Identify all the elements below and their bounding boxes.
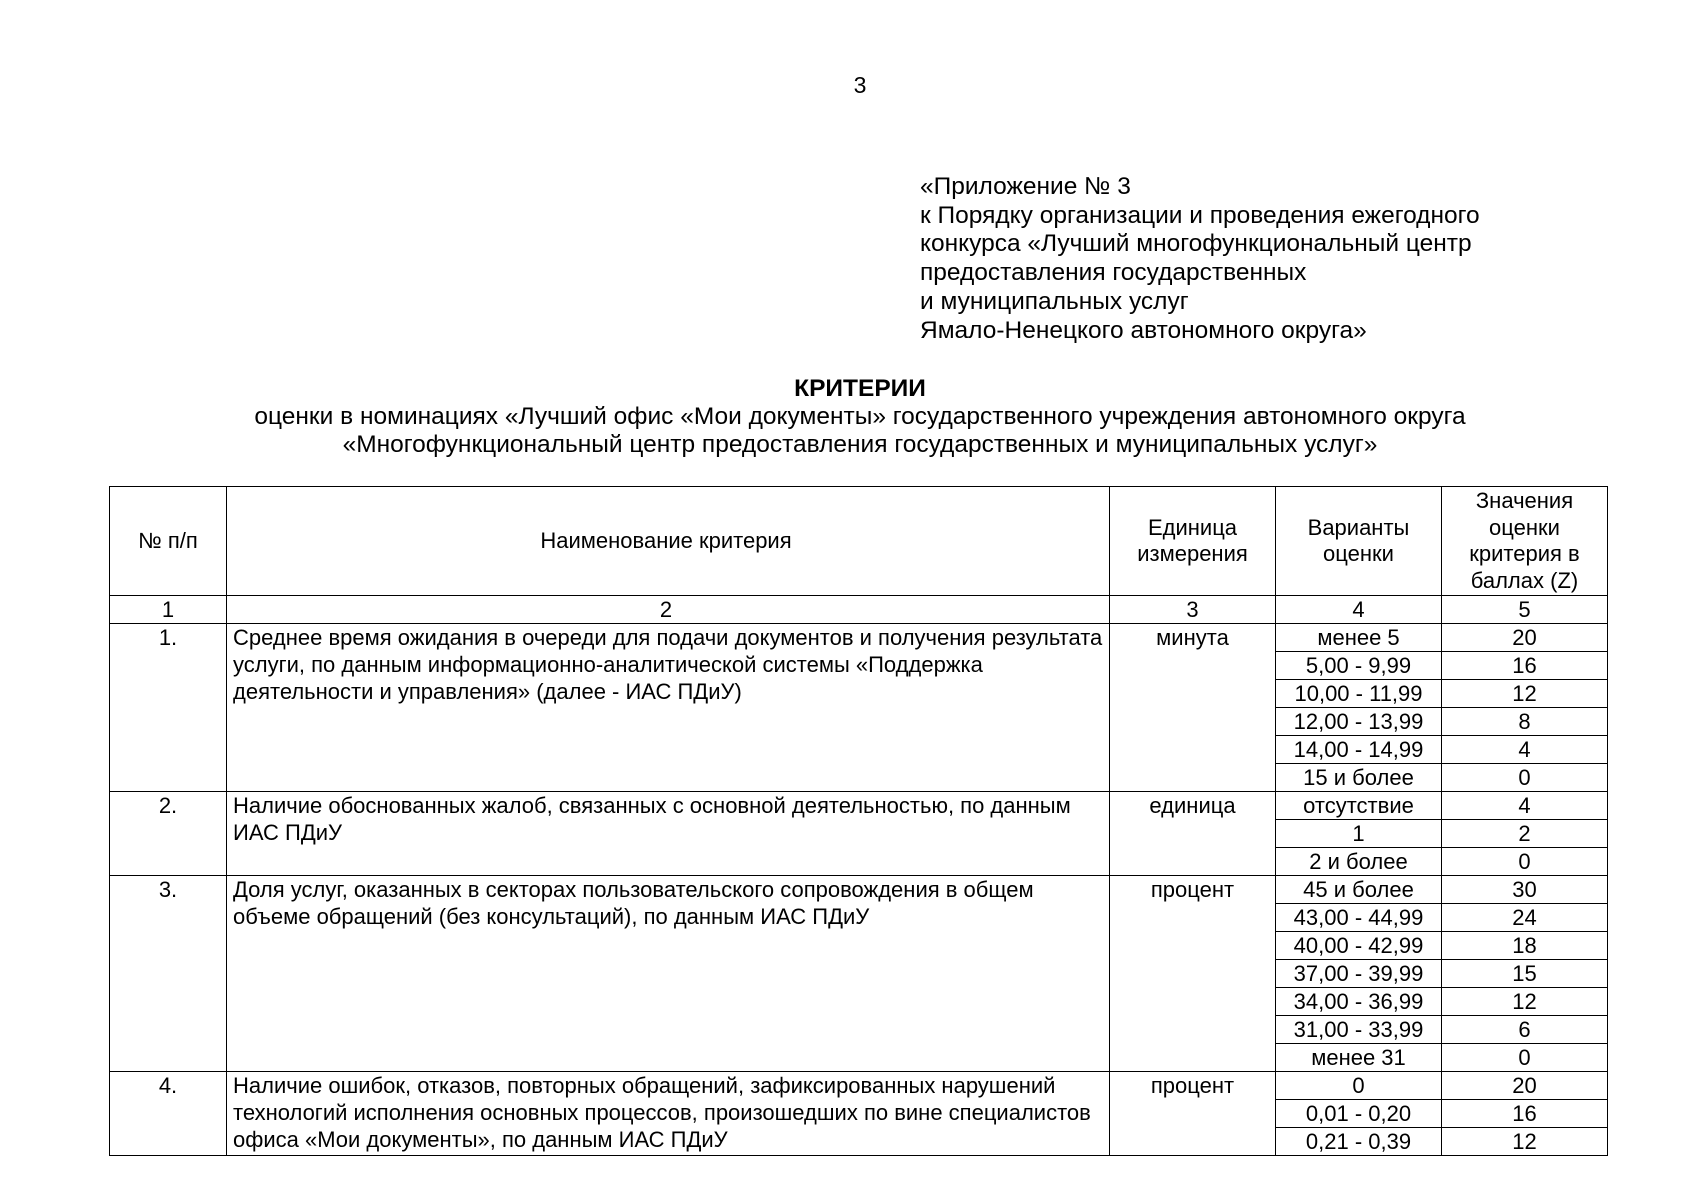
score-value: 0 xyxy=(1442,764,1608,792)
appendix-line: «Приложение № 3 xyxy=(920,173,1131,200)
evaluation-variant: 43,00 - 44,99 xyxy=(1276,904,1442,932)
score-value: 30 xyxy=(1442,876,1608,904)
criterion-number: 1. xyxy=(110,624,227,792)
score-value: 12 xyxy=(1442,1128,1608,1156)
criterion-unit: единица xyxy=(1110,792,1276,876)
appendix-line: Ямало-Ненецкого автономного округа» xyxy=(920,316,1367,344)
criteria-table xyxy=(109,486,1608,1156)
evaluation-variant: 0 xyxy=(1276,1072,1442,1100)
score-value: 0 xyxy=(1442,848,1608,876)
criterion-number: 2. xyxy=(110,792,227,876)
page-number: 3 xyxy=(853,72,867,98)
evaluation-variant: 5,00 - 9,99 xyxy=(1276,652,1442,680)
document-title: КРИТЕРИИ xyxy=(794,375,926,402)
score-value: 16 xyxy=(1442,652,1608,680)
score-value: 15 xyxy=(1442,960,1608,988)
appendix-line: и муниципальных услуг xyxy=(920,287,1189,315)
criterion-name: Среднее время ожидания в очереди для подачи документов и получения результата услуги, по данным информационно-аналитической системы «Поддержка деятельности и управления» (далее - ИАС ПДиУ) xyxy=(227,624,1110,792)
evaluation-variant: 14,00 - 14,99 xyxy=(1276,736,1442,764)
score-value: 2 xyxy=(1442,820,1608,848)
score-value: 4 xyxy=(1442,736,1608,764)
table-header-row xyxy=(110,487,1608,596)
appendix-line: конкурса «Лучший многофункциональный центр xyxy=(920,230,1472,258)
column-number: 2 xyxy=(227,596,1110,624)
header-number: № п/п xyxy=(110,487,227,596)
score-value: 18 xyxy=(1442,932,1608,960)
evaluation-variant: менее 5 xyxy=(1276,624,1442,652)
column-numbers-row xyxy=(110,596,1608,624)
score-value: 12 xyxy=(1442,680,1608,708)
subtitle-line: оценки в номинациях «Лучший офис «Мои документы» государственного учреждения автономного округа xyxy=(254,403,1466,430)
score-value: 8 xyxy=(1442,708,1608,736)
score-value: 20 xyxy=(1442,1072,1608,1100)
header-score: Значения оценки критерия в баллах (Z) xyxy=(1442,487,1608,596)
criterion-name: Доля услуг, оказанных в секторах пользовательского сопровождения в общем объеме обращений (без консультаций), по данным ИАС ПДиУ xyxy=(227,876,1110,1072)
evaluation-variant: 34,00 - 36,99 xyxy=(1276,988,1442,1016)
evaluation-variant: 40,00 - 42,99 xyxy=(1276,932,1442,960)
evaluation-variant: 2 и более xyxy=(1276,848,1442,876)
evaluation-variant: отсутствие xyxy=(1276,792,1442,820)
column-number: 5 xyxy=(1442,596,1608,624)
header-variants: Варианты оценки xyxy=(1276,487,1442,596)
score-value: 24 xyxy=(1442,904,1608,932)
column-number: 1 xyxy=(110,596,227,624)
evaluation-variant: 31,00 - 33,99 xyxy=(1276,1016,1442,1044)
table-row xyxy=(110,792,1608,820)
criterion-unit: процент xyxy=(1110,1072,1276,1156)
evaluation-variant: 45 и более xyxy=(1276,876,1442,904)
evaluation-variant: 10,00 - 11,99 xyxy=(1276,680,1442,708)
table-row xyxy=(110,624,1608,652)
document-subtitle xyxy=(0,403,1697,459)
column-number: 3 xyxy=(1110,596,1276,624)
score-value: 0 xyxy=(1442,1044,1608,1072)
appendix-note xyxy=(920,173,1480,345)
criterion-number: 4. xyxy=(110,1072,227,1156)
criterion-unit: процент xyxy=(1110,876,1276,1072)
score-value: 12 xyxy=(1442,988,1608,1016)
appendix-line: к Порядку организации и проведения ежегодного xyxy=(920,201,1480,229)
subtitle-line: «Многофункциональный центр предоставления государственных и муниципальных услуг» xyxy=(342,431,1378,458)
evaluation-variant: 15 и более xyxy=(1276,764,1442,792)
evaluation-variant: 0,01 - 0,20 xyxy=(1276,1100,1442,1128)
evaluation-variant: 37,00 - 39,99 xyxy=(1276,960,1442,988)
table-row xyxy=(110,876,1608,904)
criterion-unit: минута xyxy=(1110,624,1276,792)
evaluation-variant: 0,21 - 0,39 xyxy=(1276,1128,1442,1156)
score-value: 16 xyxy=(1442,1100,1608,1128)
appendix-line: предоставления государственных xyxy=(920,259,1307,287)
column-number: 4 xyxy=(1276,596,1442,624)
header-criterion-name: Наименование критерия xyxy=(227,487,1110,596)
table-row xyxy=(110,1072,1608,1100)
evaluation-variant: 12,00 - 13,99 xyxy=(1276,708,1442,736)
criterion-name: Наличие ошибок, отказов, повторных обращений, зафиксированных нарушений технологий исполнения основных процессов, произошедших по вине специалистов офиса «Мои документы», по данным ИАС ПДиУ xyxy=(227,1072,1110,1156)
score-value: 20 xyxy=(1442,624,1608,652)
evaluation-variant: 1 xyxy=(1276,820,1442,848)
evaluation-variant: менее 31 xyxy=(1276,1044,1442,1072)
score-value: 6 xyxy=(1442,1016,1608,1044)
score-value: 4 xyxy=(1442,792,1608,820)
header-unit: Единица измерения xyxy=(1110,487,1276,596)
criterion-number: 3. xyxy=(110,876,227,1072)
criterion-name: Наличие обоснованных жалоб, связанных с основной деятельностью, по данным ИАС ПДиУ xyxy=(227,792,1110,876)
